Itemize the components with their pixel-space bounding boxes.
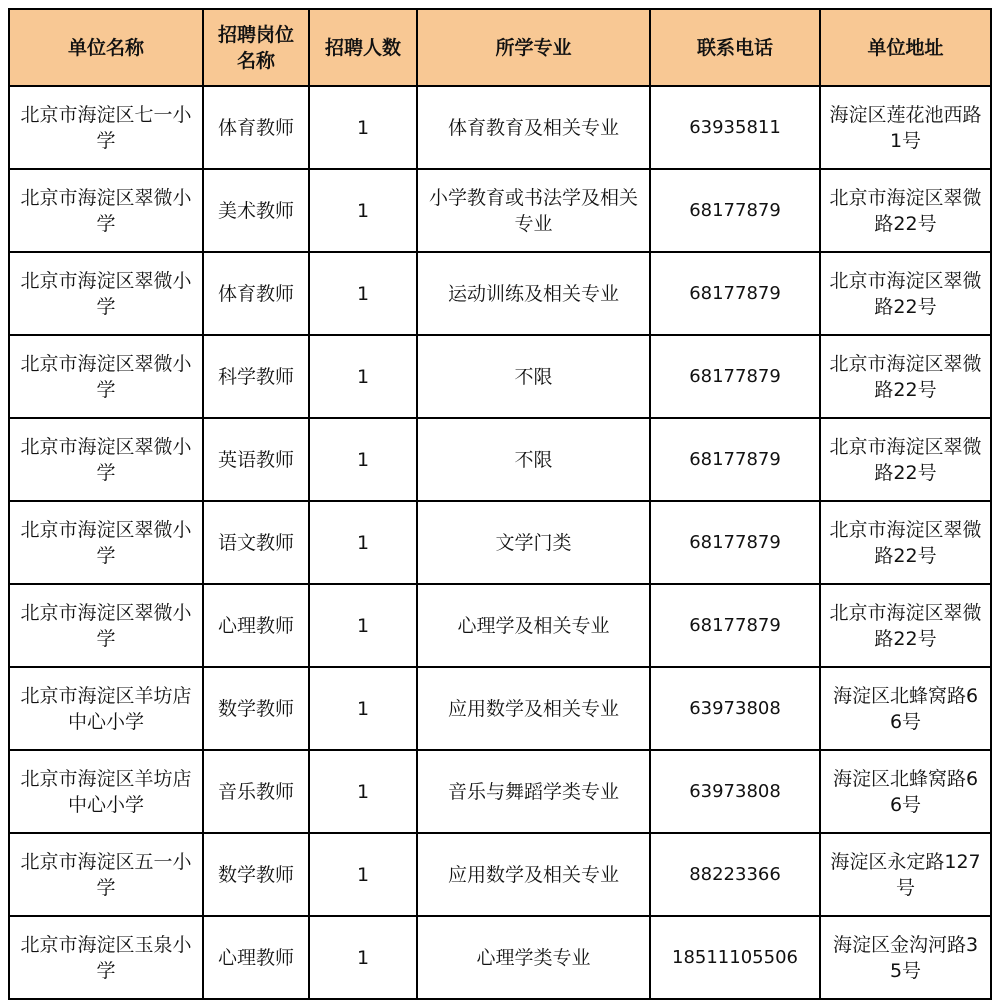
cell-phone: 68177879 xyxy=(650,169,820,252)
cell-count: 1 xyxy=(309,667,417,750)
table-row xyxy=(9,833,991,916)
cell-address: 海淀区永定路127号 xyxy=(820,833,991,916)
cell-address: 北京市海淀区翠微路22号 xyxy=(820,169,991,252)
cell-count: 1 xyxy=(309,335,417,418)
cell-address: 海淀区莲花池西路1号 xyxy=(820,86,991,169)
header-address: 单位地址 xyxy=(820,9,991,86)
cell-unit: 北京市海淀区翠微小学 xyxy=(9,501,203,584)
header-row xyxy=(9,9,991,86)
cell-major: 心理学类专业 xyxy=(417,916,650,999)
table-row xyxy=(9,335,991,418)
cell-major: 应用数学及相关专业 xyxy=(417,833,650,916)
cell-address: 北京市海淀区翠微路22号 xyxy=(820,501,991,584)
cell-unit: 北京市海淀区翠微小学 xyxy=(9,169,203,252)
table-row xyxy=(9,750,991,833)
cell-unit: 北京市海淀区翠微小学 xyxy=(9,335,203,418)
table-row xyxy=(9,252,991,335)
cell-position: 体育教师 xyxy=(203,86,309,169)
cell-position: 科学教师 xyxy=(203,335,309,418)
cell-count: 1 xyxy=(309,418,417,501)
cell-unit: 北京市海淀区翠微小学 xyxy=(9,584,203,667)
cell-count: 1 xyxy=(309,501,417,584)
cell-major: 运动训练及相关专业 xyxy=(417,252,650,335)
cell-major: 小学教育或书法学及相关专业 xyxy=(417,169,650,252)
table-row xyxy=(9,501,991,584)
cell-position: 数学教师 xyxy=(203,833,309,916)
cell-phone: 18511105506 xyxy=(650,916,820,999)
cell-position: 数学教师 xyxy=(203,667,309,750)
cell-phone: 68177879 xyxy=(650,252,820,335)
cell-address: 北京市海淀区翠微路22号 xyxy=(820,584,991,667)
cell-position: 心理教师 xyxy=(203,584,309,667)
cell-unit: 北京市海淀区翠微小学 xyxy=(9,252,203,335)
cell-phone: 63973808 xyxy=(650,667,820,750)
header-major: 所学专业 xyxy=(417,9,650,86)
cell-position: 音乐教师 xyxy=(203,750,309,833)
cell-unit: 北京市海淀区羊坊店中心小学 xyxy=(9,667,203,750)
cell-address: 海淀区北蜂窝路66号 xyxy=(820,750,991,833)
cell-unit: 北京市海淀区翠微小学 xyxy=(9,418,203,501)
cell-major: 文学门类 xyxy=(417,501,650,584)
cell-position: 英语教师 xyxy=(203,418,309,501)
header-unit-name: 单位名称 xyxy=(9,9,203,86)
cell-phone: 68177879 xyxy=(650,584,820,667)
cell-count: 1 xyxy=(309,252,417,335)
table-row xyxy=(9,169,991,252)
cell-address: 北京市海淀区翠微路22号 xyxy=(820,418,991,501)
cell-major: 应用数学及相关专业 xyxy=(417,667,650,750)
cell-position: 体育教师 xyxy=(203,252,309,335)
cell-address: 北京市海淀区翠微路22号 xyxy=(820,252,991,335)
cell-phone: 88223366 xyxy=(650,833,820,916)
cell-position: 美术教师 xyxy=(203,169,309,252)
cell-unit: 北京市海淀区羊坊店中心小学 xyxy=(9,750,203,833)
cell-address: 北京市海淀区翠微路22号 xyxy=(820,335,991,418)
recruitment-table xyxy=(8,8,992,1000)
cell-count: 1 xyxy=(309,584,417,667)
cell-unit: 北京市海淀区五一小学 xyxy=(9,833,203,916)
cell-count: 1 xyxy=(309,750,417,833)
cell-count: 1 xyxy=(309,833,417,916)
cell-phone: 68177879 xyxy=(650,335,820,418)
cell-phone: 63973808 xyxy=(650,750,820,833)
cell-unit: 北京市海淀区玉泉小学 xyxy=(9,916,203,999)
cell-position: 语文教师 xyxy=(203,501,309,584)
table-row xyxy=(9,584,991,667)
cell-major: 不限 xyxy=(417,418,650,501)
cell-major: 音乐与舞蹈学类专业 xyxy=(417,750,650,833)
cell-position: 心理教师 xyxy=(203,916,309,999)
cell-phone: 63935811 xyxy=(650,86,820,169)
cell-count: 1 xyxy=(309,86,417,169)
cell-phone: 68177879 xyxy=(650,418,820,501)
cell-major: 不限 xyxy=(417,335,650,418)
cell-unit: 北京市海淀区七一小学 xyxy=(9,86,203,169)
cell-major: 心理学及相关专业 xyxy=(417,584,650,667)
table-row xyxy=(9,916,991,999)
cell-count: 1 xyxy=(309,169,417,252)
cell-count: 1 xyxy=(309,916,417,999)
table-row xyxy=(9,667,991,750)
header-phone: 联系电话 xyxy=(650,9,820,86)
cell-address: 海淀区金沟河路35号 xyxy=(820,916,991,999)
table-row xyxy=(9,418,991,501)
header-count: 招聘人数 xyxy=(309,9,417,86)
cell-phone: 68177879 xyxy=(650,501,820,584)
table-row xyxy=(9,86,991,169)
cell-major: 体育教育及相关专业 xyxy=(417,86,650,169)
header-position: 招聘岗位名称 xyxy=(203,9,309,86)
cell-address: 海淀区北蜂窝路66号 xyxy=(820,667,991,750)
